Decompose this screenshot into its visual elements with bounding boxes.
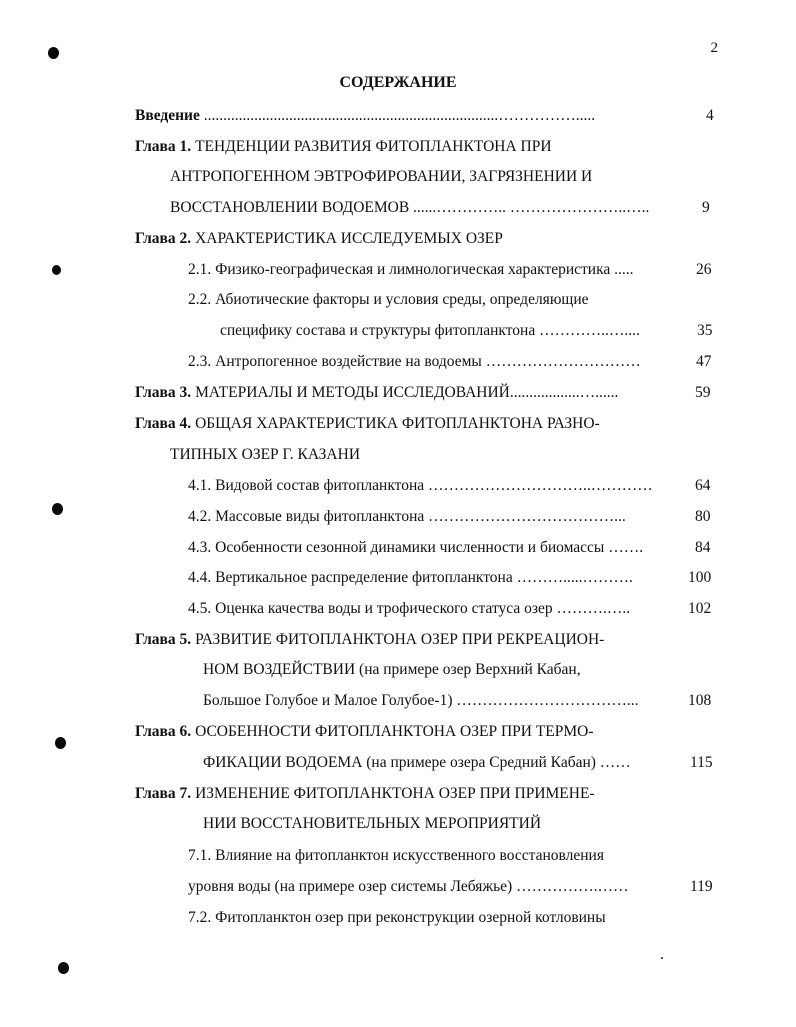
punch-hole xyxy=(55,737,66,749)
toc-section-2-2: 2.2. Абиотические факторы и условия среды, определяющие xyxy=(188,291,589,308)
toc-chapter-4 xyxy=(135,414,600,434)
toc-section-4-2: 4.2. Массовые виды фитопланктона ………………………………... xyxy=(188,508,626,525)
toc-page: 119 xyxy=(690,878,713,895)
toc-chapter-4-line-2: ТИПНЫХ ОЗЕР Г. КАЗАНИ xyxy=(170,446,361,463)
toc-chapter-label: Глава 1. xyxy=(135,138,192,155)
toc-chapter-6 xyxy=(135,722,594,742)
toc-chapter-6-line-2: ФИКАЦИИ ВОДОЕМА (на примере озера Средний Кабан) …… xyxy=(203,754,631,771)
toc-chapter-label: Глава 4. xyxy=(135,415,192,432)
toc-page: 4 xyxy=(706,107,714,124)
toc-chapter-5-line-3: Большое Голубое и Малое Голубое-1) ……………………………... xyxy=(203,692,639,709)
toc-section-4-1: 4.1. Видовой состав фитопланктона …………………………..………… xyxy=(188,477,653,494)
toc-chapter-title: МАТЕРИАЛЫ И МЕТОДЫ ИССЛЕДОВАНИЙ..................…...... xyxy=(191,384,619,401)
toc-page: 26 xyxy=(696,261,712,278)
toc-chapter-2 xyxy=(135,229,503,249)
scan-speck xyxy=(661,957,663,959)
toc-chapter-label: Глава 7. xyxy=(135,785,192,802)
toc-chapter-5-line-2: НОМ ВОЗДЕЙСТВИИ (на примере озер Верхний Кабан, xyxy=(203,661,581,678)
toc-chapter-label: Глава 2. xyxy=(135,230,192,247)
toc-chapter-title: РАЗВИТИЕ ФИТОПЛАНКТОНА ОЗЕР ПРИ РЕКРЕАЦИОН- xyxy=(191,631,605,648)
toc-intro-label: Введение xyxy=(135,107,200,124)
toc-chapter-title: ТЕНДЕНЦИИ РАЗВИТИЯ ФИТОПЛАНКТОНА ПРИ xyxy=(191,138,552,155)
page-number: 2 xyxy=(710,40,718,56)
toc-chapter-5 xyxy=(135,630,604,650)
toc-chapter-7-line-2: НИИ ВОССТАНОВИТЕЛЬНЫХ МЕРОПРИЯТИЙ xyxy=(203,815,542,832)
toc-section-7-1: 7.1. Влияние на фитопланктон искусственного восстановления xyxy=(188,847,604,864)
toc-page: 59 xyxy=(695,384,711,401)
toc-page: 35 xyxy=(697,322,713,339)
toc-chapter-title: ХАРАКТЕРИСТИКА ИССЛЕДУЕМЫХ ОЗЕР xyxy=(191,230,503,247)
toc-chapter-title: ОСОБЕННОСТИ ФИТОПЛАНКТОНА ОЗЕР ПРИ ТЕРМО- xyxy=(191,723,594,740)
toc-section-2-1: 2.1. Физико-географическая и лимнологическая характеристика ..... xyxy=(188,261,634,278)
toc-page: 100 xyxy=(688,569,712,586)
toc-chapter-1-line-2: АНТРОПОГЕННОМ ЭВТРОФИРОВАНИИ, ЗАГРЯЗНЕНИИ И xyxy=(170,168,593,185)
toc-chapter-title: ОБЩАЯ ХАРАКТЕРИСТИКА ФИТОПЛАНКТОНА РАЗНО- xyxy=(191,415,600,432)
toc-leader: ............................................................................……………..... xyxy=(199,107,596,124)
toc-section-7-1-line-2: уровня воды (на примере озер системы Лебяжье) …………….…… xyxy=(188,878,629,895)
toc-section-4-5: 4.5. Оценка качества воды и трофического статуса озер ……….….. xyxy=(188,600,631,617)
toc-page: 80 xyxy=(695,508,711,525)
punch-hole xyxy=(52,265,61,275)
toc-page: 9 xyxy=(702,199,710,216)
punch-hole xyxy=(48,47,59,59)
toc-page: 47 xyxy=(696,353,712,370)
toc-chapter-label: Глава 3. xyxy=(135,384,192,401)
toc-intro xyxy=(135,106,595,126)
toc-chapter-1-line-3: ВОССТАНОВЛЕНИИ ВОДОЕМОВ ......………….. …………………..….. xyxy=(170,199,650,216)
toc-chapter-7 xyxy=(135,784,595,804)
toc-page: 108 xyxy=(688,692,712,709)
toc-chapter-1 xyxy=(135,137,552,157)
punch-hole xyxy=(58,962,69,974)
toc-section-4-3: 4.3. Особенности сезонной динамики численности и биомассы ……. xyxy=(188,539,644,556)
toc-page: 64 xyxy=(695,477,711,494)
toc-chapter-title: ИЗМЕНЕНИЕ ФИТОПЛАНКТОНА ОЗЕР ПРИ ПРИМЕНЕ- xyxy=(191,785,595,802)
toc-chapter-label: Глава 5. xyxy=(135,631,192,648)
toc-section-2-3: 2.3. Антропогенное воздействие на водоемы ………………………… xyxy=(188,353,641,370)
toc-page: 102 xyxy=(688,600,712,617)
punch-hole xyxy=(52,503,63,515)
toc-section-7-2: 7.2. Фитопланктон озер при реконструкции озерной котловины xyxy=(188,909,606,926)
toc-section-4-4: 4.4. Вертикальное распределение фитопланктона ……….....………. xyxy=(188,569,633,586)
toc-page: 115 xyxy=(690,754,713,771)
page-title: СОДЕРЖАНИЕ xyxy=(339,74,457,91)
toc-chapter-3 xyxy=(135,383,618,403)
toc-chapter-label: Глава 6. xyxy=(135,723,192,740)
toc-page: 84 xyxy=(695,539,711,556)
toc-section-2-2-line-2: специфику состава и структуры фитопланктона …………..….... xyxy=(220,322,640,339)
